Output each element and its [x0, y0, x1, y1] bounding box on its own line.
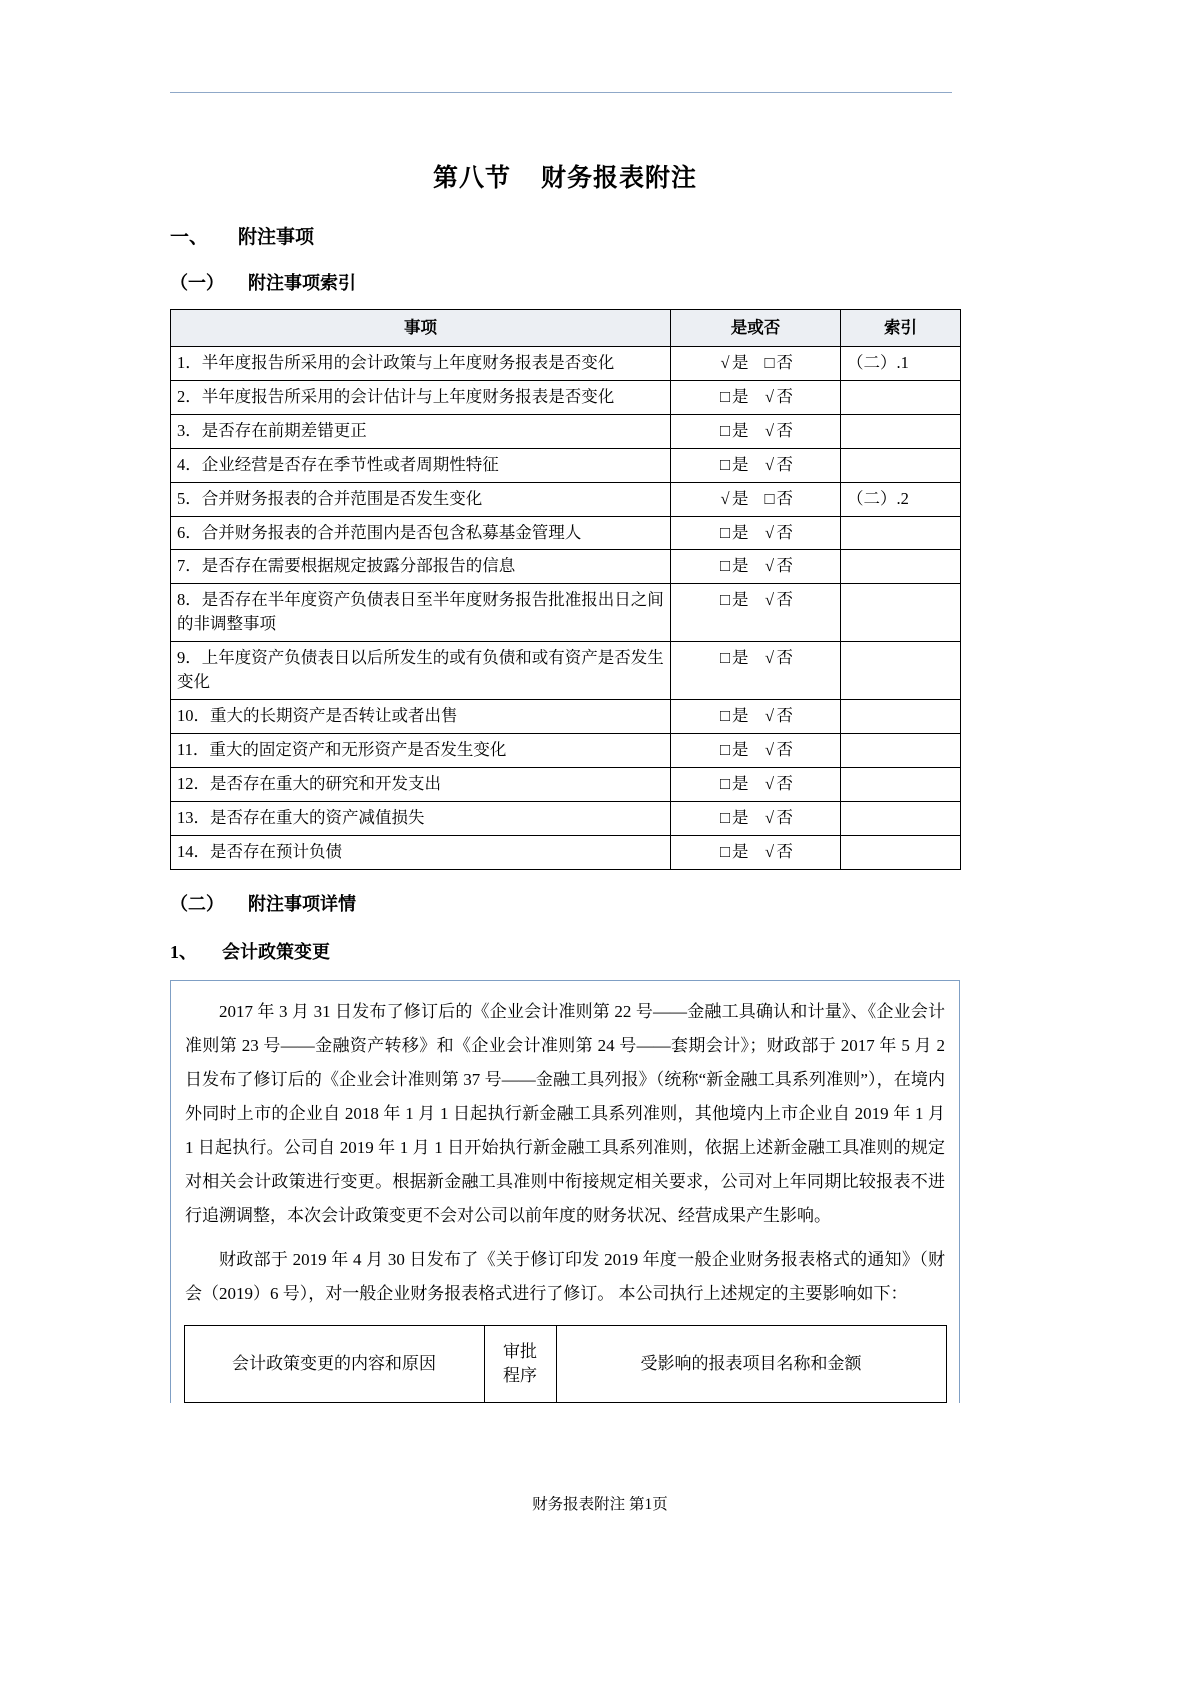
checkbox-no-icon[interactable]: √: [764, 556, 775, 576]
row-index-reference: [841, 733, 961, 767]
page-footer: 财务报表附注 第1页: [532, 1496, 668, 1513]
row-item-text: 1．半年度报告所采用的会计政策与上年度财务报表是否变化: [171, 346, 671, 380]
table-row: [171, 516, 961, 550]
row-item-text: 6．合并财务报表的合并范围内是否包含私募基金管理人: [171, 516, 671, 550]
option-no[interactable]: √ 否: [763, 704, 794, 728]
table-row: [171, 642, 961, 700]
subsection-label-1: 附注事项索引: [248, 273, 356, 293]
row-yesno-choice[interactable]: [671, 801, 841, 835]
checkbox-no-icon[interactable]: √: [764, 386, 775, 406]
row-item-text: 5．合并财务报表的合并范围是否发生变化: [171, 482, 671, 516]
option-no[interactable]: √ 否: [763, 772, 794, 796]
table-row: [171, 380, 961, 414]
row-item-text: 13．是否存在重大的资产减值损失: [171, 801, 671, 835]
checkbox-no-icon[interactable]: √: [764, 522, 775, 542]
option-yes[interactable]: □ 是: [718, 806, 749, 830]
option-no[interactable]: √ 否: [763, 554, 794, 578]
checkbox-no-icon[interactable]: √: [764, 454, 775, 474]
row-yesno-choice[interactable]: [671, 380, 841, 414]
subsection-number-1: （一）: [170, 273, 224, 293]
row-index-reference: [841, 380, 961, 414]
option-yes[interactable]: √ 是: [718, 487, 749, 511]
row-yesno-choice[interactable]: [671, 700, 841, 734]
row-index-reference: （二）.2: [841, 482, 961, 516]
row-item-text: 12．是否存在重大的研究和开发支出: [171, 767, 671, 801]
row-item-text: 4．企业经营是否存在季节性或者周期性特征: [171, 448, 671, 482]
option-no[interactable]: √ 否: [763, 738, 794, 762]
checkbox-no-icon[interactable]: √: [764, 706, 775, 726]
policy-column-approval: [484, 1325, 556, 1402]
option-no[interactable]: □ 否: [763, 487, 794, 511]
option-yes[interactable]: □ 是: [718, 646, 749, 670]
row-yesno-choice[interactable]: [671, 835, 841, 869]
row-item-text: 10．重大的长期资产是否转让或者出售: [171, 700, 671, 734]
checkbox-yes-icon[interactable]: □: [720, 556, 730, 576]
row-index-reference: [841, 642, 961, 700]
checkbox-yes-icon[interactable]: □: [720, 420, 730, 440]
item-heading-1: [170, 938, 960, 964]
row-index-reference: [841, 835, 961, 869]
row-item-text: 2．半年度报告所采用的会计估计与上年度财务报表是否变化: [171, 380, 671, 414]
row-yesno-choice[interactable]: [671, 482, 841, 516]
subsection-heading-1: [170, 269, 960, 295]
row-yesno-choice[interactable]: [671, 642, 841, 700]
row-yesno-choice[interactable]: [671, 733, 841, 767]
row-yesno-choice[interactable]: [671, 767, 841, 801]
table-row: [171, 482, 961, 516]
subsection-heading-2: [170, 890, 960, 916]
row-yesno-choice[interactable]: [671, 584, 841, 642]
checkbox-no-icon[interactable]: √: [764, 807, 775, 827]
policy-column-affected: 受影响的报表项目名称和金额: [556, 1325, 946, 1402]
option-no[interactable]: √ 否: [763, 521, 794, 545]
table-row: [171, 835, 961, 869]
policy-column-approval-label: 审批 程序: [503, 1341, 537, 1385]
subsection-number-2: （二）: [170, 893, 224, 914]
table-row: [171, 733, 961, 767]
policy-change-box: [170, 980, 960, 1403]
option-yes[interactable]: □ 是: [718, 738, 749, 762]
policy-column-content: 会计政策变更的内容和原因: [184, 1325, 484, 1402]
checkbox-yes-icon[interactable]: □: [720, 841, 730, 861]
checkbox-no-icon[interactable]: √: [764, 841, 775, 861]
section-number-1: 一、: [170, 227, 209, 248]
option-yes[interactable]: □ 是: [718, 385, 749, 409]
option-yes[interactable]: □ 是: [718, 453, 749, 477]
row-yesno-choice[interactable]: [671, 448, 841, 482]
page-title-main: 财务报表附注: [541, 165, 698, 192]
option-yes[interactable]: □ 是: [718, 521, 749, 545]
option-yes[interactable]: □ 是: [718, 419, 749, 443]
policy-paragraph-1: 2017 年 3 月 31 日发布了修订后的《企业会计准则第 22 号——金融工具确认和计量》、《企业会计准则第 23 号——金融资产转移》和《企业会计准则第 24 号——套期会计》；财政部于 2017 年 5 月 2 日发布了修订后的《企业会计准则第 37 号——金融工具列报》（统称“新金融工具系列准则”），在境内外同时上市的企业自 2018 年 1 月 1 日起执行新金融工具系列准则，其他境内上市企业自 2019 年 1 月 1 日起执行。公司自 2019 年 1 月 1 日开始执行新金融工具系列准则，依据上述新金融工具准则的规定对相关会计政策进行变更。根据新金融工具准则中衔接规定相关要求，公司对上年同期比较报表不进行追溯调整，本次会计政策变更不会对公司以前年度的财务状况、经营成果产生影响。: [185, 1001, 945, 1225]
checkbox-yes-icon[interactable]: □: [720, 454, 730, 474]
table-row: [171, 414, 961, 448]
checkbox-yes-icon[interactable]: □: [720, 386, 730, 406]
page-title: [170, 158, 960, 194]
option-no[interactable]: √ 否: [763, 646, 794, 670]
row-index-reference: [841, 516, 961, 550]
row-item-text: 3．是否存在前期差错更正: [171, 414, 671, 448]
column-header-index: 索引: [841, 310, 961, 347]
checkbox-no-icon[interactable]: √: [764, 648, 775, 668]
checkbox-no-icon[interactable]: □: [764, 352, 775, 372]
option-no[interactable]: √ 否: [763, 419, 794, 443]
option-no[interactable]: √ 否: [763, 840, 794, 864]
policy-table-header-row: [184, 1325, 946, 1402]
policy-change-table: [184, 1325, 947, 1403]
policy-paragraph-2: 财政部于 2019 年 4 月 30 日发布了《关于修订印发 2019 年度一般企业财务报表格式的通知》（财会（2019）6 号），对一般企业财务报表格式进行了修订。 本公司执行上述规定的主要影响如下：: [185, 1249, 945, 1303]
row-item-text: 8．是否存在半年度资产负债表日至半年度财务报告批准报出日之间的非调整事项: [171, 584, 671, 642]
section-heading-1: [170, 222, 960, 249]
row-yesno-choice[interactable]: [671, 414, 841, 448]
row-item-text: 7．是否存在需要根据规定披露分部报告的信息: [171, 550, 671, 584]
checkbox-yes-icon[interactable]: √: [720, 352, 730, 372]
page-title-prefix: 第八节: [432, 165, 511, 192]
row-yesno-choice[interactable]: [671, 550, 841, 584]
notes-index-table-body: [171, 346, 961, 869]
notes-index-table: [170, 309, 961, 870]
row-yesno-choice[interactable]: [671, 516, 841, 550]
table-row: [171, 801, 961, 835]
table-row: [171, 448, 961, 482]
column-header-item: 事项: [171, 310, 671, 347]
option-yes[interactable]: □ 是: [718, 588, 749, 612]
row-index-reference: （二）.1: [841, 346, 961, 380]
checkbox-no-icon[interactable]: √: [764, 773, 775, 793]
table-row: [171, 346, 961, 380]
checkbox-no-icon[interactable]: √: [764, 590, 775, 610]
row-index-reference: [841, 584, 961, 642]
row-index-reference: [841, 767, 961, 801]
row-item-text: 14．是否存在预计负债: [171, 835, 671, 869]
item-number-1: 1、: [170, 941, 197, 962]
row-index-reference: [841, 801, 961, 835]
row-yesno-choice[interactable]: [671, 346, 841, 380]
row-item-text: 11．重大的固定资产和无形资产是否发生变化: [171, 733, 671, 767]
checkbox-yes-icon[interactable]: □: [720, 773, 730, 793]
row-index-reference: [841, 448, 961, 482]
page-content: [170, 0, 960, 1403]
option-no[interactable]: √ 否: [763, 806, 794, 830]
table-row: [171, 584, 961, 642]
subsection-label-2: 附注事项详情: [248, 893, 356, 914]
option-yes[interactable]: √ 是: [718, 351, 749, 375]
table-header-row: [171, 310, 961, 347]
checkbox-yes-icon[interactable]: □: [720, 706, 730, 726]
checkbox-no-icon[interactable]: √: [764, 420, 775, 440]
option-no[interactable]: √ 否: [763, 588, 794, 612]
checkbox-no-icon[interactable]: √: [764, 739, 775, 759]
row-index-reference: [841, 550, 961, 584]
checkbox-yes-icon[interactable]: □: [720, 739, 730, 759]
option-no[interactable]: √ 否: [763, 385, 794, 409]
table-row: [171, 550, 961, 584]
row-index-reference: [841, 700, 961, 734]
checkbox-yes-icon[interactable]: √: [720, 488, 730, 508]
item-label-1: 会计政策变更: [222, 941, 330, 962]
section-label-1: 附注事项: [238, 227, 315, 248]
checkbox-yes-icon[interactable]: □: [720, 648, 730, 668]
option-yes[interactable]: □ 是: [718, 704, 749, 728]
option-yes[interactable]: □ 是: [718, 840, 749, 864]
row-item-text: 9．上年度资产负债表日以后所发生的或有负债和或有资产是否发生变化: [171, 642, 671, 700]
table-row: [171, 767, 961, 801]
table-row: [171, 700, 961, 734]
row-index-reference: [841, 414, 961, 448]
option-yes[interactable]: □ 是: [718, 772, 749, 796]
checkbox-yes-icon[interactable]: □: [720, 807, 730, 827]
checkbox-no-icon[interactable]: □: [764, 488, 775, 508]
option-no[interactable]: √ 否: [763, 453, 794, 477]
option-yes[interactable]: □ 是: [718, 554, 749, 578]
checkbox-yes-icon[interactable]: □: [720, 522, 730, 542]
checkbox-yes-icon[interactable]: □: [720, 590, 730, 610]
option-no[interactable]: □ 否: [763, 351, 794, 375]
column-header-yesno: 是或否: [671, 310, 841, 347]
